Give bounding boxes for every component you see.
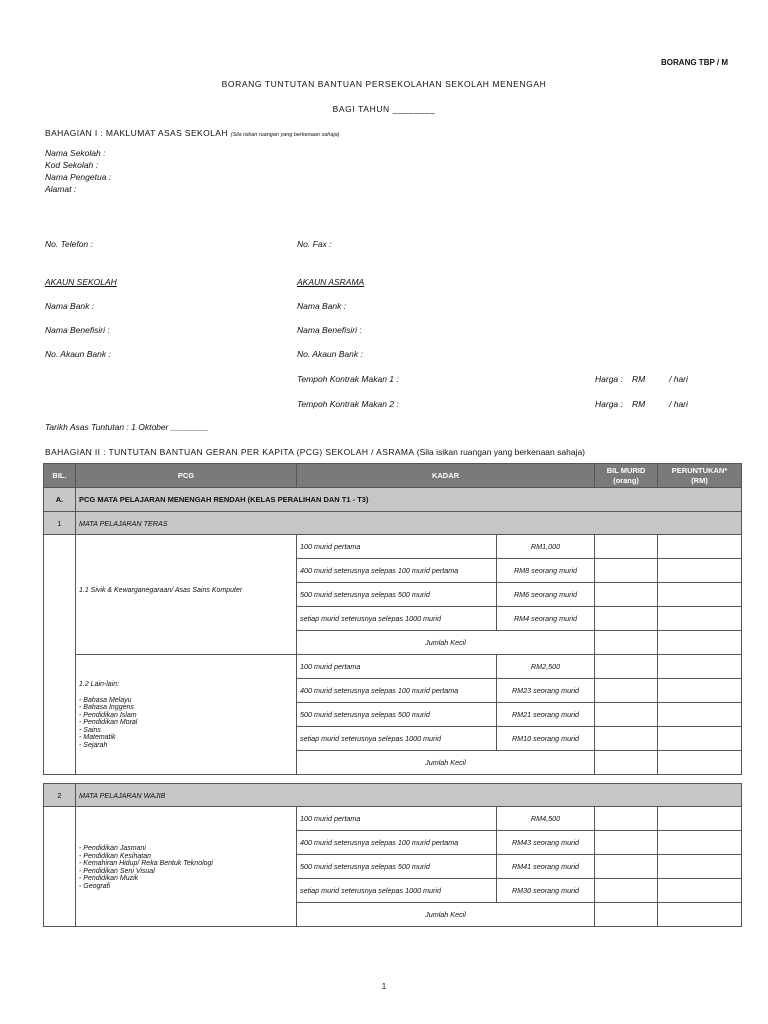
block3-rate-2: RM41 seorang murid [497, 855, 595, 879]
row-spacer [742, 879, 768, 903]
sub1-bil: 1 [44, 512, 76, 535]
block2-jumlah-bil-murid[interactable] [595, 751, 658, 775]
akaun-sekolah-title: AKAUN SEKOLAH [45, 277, 117, 287]
group-a-bil: A. [44, 488, 76, 512]
block2-item-4: - Sains [79, 726, 101, 734]
block3-bil-murid-0[interactable] [595, 807, 658, 831]
row-spacer [742, 631, 768, 655]
block3-peruntukan-2[interactable] [658, 855, 742, 879]
group-a-row [44, 488, 768, 512]
harga-hari-1: / hari [669, 374, 688, 384]
block3-item-1: - Pendidikan Kesihatan [79, 852, 151, 860]
block1-kadar-3: setiap murid seterusnya selepas 1000 murid [297, 607, 497, 631]
row-spacer [742, 703, 768, 727]
table-row [44, 655, 768, 679]
block2-rate-2: RM21 seorang murid [497, 703, 595, 727]
header-peruntukan-1: PERUNTUKAN* [671, 465, 728, 475]
block3-pcg-cell [76, 807, 297, 927]
block3-jumlah-peruntukan[interactable] [658, 903, 742, 927]
block2-bil-murid-2[interactable] [595, 703, 658, 727]
section2-heading [45, 447, 585, 457]
block2-rate-1: RM23 seorang murid [497, 679, 595, 703]
block1-kadar-1: 400 murid seterusnya selepas 100 murid pertama [297, 559, 497, 583]
block1-rate-1: RM8 seorang murid [497, 559, 595, 583]
sub2-spacer [742, 784, 768, 807]
header-kadar: KADAR [297, 464, 595, 488]
bil-empty-cell-2 [44, 807, 76, 927]
section2-note: (Sila isikan ruangan yang berkenaan sahaja) [416, 447, 586, 457]
header-peruntukan [658, 464, 742, 488]
sub1-spacer [742, 512, 768, 535]
harga-hari-2: / hari [669, 399, 688, 409]
asrama-nama-bank[interactable]: Nama Bank : [297, 301, 347, 311]
block1-bil-murid-1[interactable] [595, 559, 658, 583]
block3-item-2: - Kemahiran Hidup/ Reka Bentuk Teknologi [79, 860, 213, 867]
block1-heading: 1.1 Sivik & Kewarganegaraan/ Asas Sains Komputer [79, 587, 243, 594]
block1-peruntukan-0[interactable] [658, 535, 742, 559]
section1-heading [45, 128, 340, 138]
pcg-table [43, 463, 768, 775]
table-row [44, 807, 768, 831]
block3-item-4: - Pendidikan Muzik [79, 875, 139, 882]
block3-bil-murid-2[interactable] [595, 855, 658, 879]
header-bil: BIL. [44, 464, 76, 488]
block2-bil-murid-1[interactable] [595, 679, 658, 703]
block2-jumlah-peruntukan[interactable] [658, 751, 742, 775]
block2-kadar-1: 400 murid seterusnya selepas 100 murid pertama [297, 679, 497, 703]
section1-heading-text: BAHAGIAN I : MAKLUMAT ASAS SEKOLAH [45, 128, 228, 138]
block1-rate-2: RM6 seorang murid [497, 583, 595, 607]
block3-item-5: - Geografi [79, 882, 111, 890]
harga-label-2: Harga : [595, 399, 623, 409]
field-telefon[interactable]: No. Telefon : [45, 239, 93, 249]
block2-kadar-0: 100 murid pertama [297, 655, 497, 679]
row-spacer [742, 559, 768, 583]
form-code: BORANG TBP / M [661, 58, 728, 67]
sub2-bil: 2 [44, 784, 76, 807]
row-spacer [742, 583, 768, 607]
header-bil-murid-1: BIL MURID [606, 465, 646, 475]
asrama-no-akaun[interactable]: No. Akaun Bank : [297, 349, 363, 359]
row-spacer [742, 655, 768, 679]
block2-item-0: - Bahasa Melayu [79, 696, 132, 704]
tarikh-asas-tuntutan[interactable]: Tarikh Asas Tuntutan : 1 Oktober ________ [45, 422, 209, 432]
harga-rm-2: RM [632, 399, 646, 409]
block2-item-6: - Sejarah [79, 741, 108, 749]
block1-jumlah-kecil: Jumlah Kecil [297, 631, 595, 655]
akaun-asrama-title: AKAUN ASRAMA [297, 277, 365, 287]
section2-heading-text: BAHAGIAN II : TUNTUTAN BANTUAN GERAN PER KAPITA (PCG) SEKOLAH / ASRAMA [45, 447, 415, 457]
harga-label-1: Harga : [595, 374, 623, 384]
block2-pcg-cell [76, 655, 297, 775]
block3-kadar-0: 100 murid pertama [297, 807, 497, 831]
block2-rate-3: RM10 seorang murid [497, 727, 595, 751]
block2-heading: 1.2 Lain-lain: [79, 680, 120, 688]
block3-jumlah-bil-murid[interactable] [595, 903, 658, 927]
row-spacer [742, 855, 768, 879]
field-nama-pengetua[interactable]: Nama Pengetua : [45, 172, 112, 182]
block1-jumlah-peruntukan[interactable] [658, 631, 742, 655]
block3-kadar-2: 500 murid seterusnya selepas 500 murid [297, 855, 497, 879]
pcg-table-part2 [43, 783, 768, 927]
sekolah-nama-benefisiri[interactable]: Nama Benefisiri : [45, 325, 110, 335]
block2-item-2: - Pendidikan Islam [79, 711, 137, 719]
group-a-spacer [742, 488, 768, 512]
block1-kadar-0: 100 murid pertama [297, 535, 497, 559]
sub1-row [44, 512, 768, 535]
header-bil-murid [595, 464, 658, 488]
header-pcg: PCG [76, 464, 297, 488]
year-line: BAGI TAHUN ________ [332, 104, 436, 114]
row-spacer [742, 679, 768, 703]
block1-bil-murid-2[interactable] [595, 583, 658, 607]
sub1-label: MATA PELAJARAN TERAS [76, 512, 742, 535]
block2-kadar-2: 500 murid seterusnya selepas 500 murid [297, 703, 497, 727]
group-a-label: PCG MATA PELAJARAN MENENGAH RENDAH (KELAS PERALIHAN DAN T1 - T3) [76, 488, 742, 512]
block3-rate-1: RM43 seorang murid [497, 831, 595, 855]
block1-jumlah-bil-murid[interactable] [595, 631, 658, 655]
field-fax[interactable]: No. Fax : [297, 239, 332, 249]
block1-bil-murid-3[interactable] [595, 607, 658, 631]
kontrak-makan-2[interactable]: Tempoh Kontrak Makan 2 : [297, 399, 399, 409]
block3-kadar-3: setiap murid seterusnya selepas 1000 murid [297, 879, 497, 903]
block3-jumlah-kecil: Jumlah Kecil [297, 903, 595, 927]
table-row [44, 535, 768, 559]
block1-rate-0: RM1,000 [497, 535, 595, 559]
field-alamat[interactable]: Alamat : [45, 184, 77, 194]
section1-note: (Sila isikan ruangan yang berkenaan sahaja) [230, 132, 340, 138]
field-kod-sekolah[interactable]: Kod Sekolah : [45, 160, 98, 170]
bil-empty-cell [44, 535, 76, 775]
block3-item-3: - Pendidikan Seni Visual [79, 867, 155, 875]
block1-pcg-cell [76, 535, 297, 655]
block3-rate-3: RM30 seorang murid [497, 879, 595, 903]
block2-peruntukan-3[interactable] [658, 727, 742, 751]
block1-peruntukan-2[interactable] [658, 583, 742, 607]
block2-bil-murid-3[interactable] [595, 727, 658, 751]
block2-item-3: - Pendidikan Moral [79, 719, 138, 727]
sub2-label: MATA PELAJARAN WAJIB [76, 784, 742, 807]
row-spacer [742, 831, 768, 855]
sub2-row [44, 784, 768, 807]
table-header [44, 464, 768, 488]
row-spacer [742, 727, 768, 751]
block2-bil-murid-0[interactable] [595, 655, 658, 679]
block2-jumlah-kecil: Jumlah Kecil [297, 751, 595, 775]
block2-peruntukan-2[interactable] [658, 703, 742, 727]
asrama-nama-benefisiri[interactable]: Nama Benefisiri : [297, 325, 362, 335]
row-spacer [742, 903, 768, 927]
block1-peruntukan-1[interactable] [658, 559, 742, 583]
block2-item-1: - Bahasa Inggeris [79, 704, 134, 712]
block2-peruntukan-1[interactable] [658, 679, 742, 703]
row-spacer [742, 535, 768, 559]
block1-kadar-2: 500 murid seterusnya selepas 500 murid [297, 583, 497, 607]
row-spacer [742, 751, 768, 775]
header-spacer [742, 464, 768, 488]
block2-peruntukan-0[interactable] [658, 655, 742, 679]
page-number: 1 [381, 982, 387, 991]
field-nama-sekolah[interactable]: Nama Sekolah : [45, 148, 106, 158]
form-title: BORANG TUNTUTAN BANTUAN PERSEKOLAHAN SEKOLAH MENENGAH [221, 79, 547, 89]
block3-peruntukan-3[interactable] [658, 879, 742, 903]
block1-peruntukan-3[interactable] [658, 607, 742, 631]
block2-item-5: - Matematik [79, 734, 116, 742]
block3-bil-murid-3[interactable] [595, 879, 658, 903]
harga-rm-1: RM [632, 374, 646, 384]
block2-kadar-3: setiap murid seterusnya selepas 1000 murid [297, 727, 497, 751]
row-spacer [742, 807, 768, 831]
block1-bil-murid-0[interactable] [595, 535, 658, 559]
sekolah-nama-bank[interactable]: Nama Bank : [45, 301, 95, 311]
block1-rate-3: RM4 seorang murid [497, 607, 595, 631]
block3-rate-0: RM4,500 [497, 807, 595, 831]
block3-peruntukan-1[interactable] [658, 831, 742, 855]
header-bil-murid-2: (orang) [613, 475, 639, 485]
header-peruntukan-2: (RM) [691, 475, 708, 485]
sekolah-no-akaun[interactable]: No. Akaun Bank : [45, 349, 111, 359]
block3-item-0: - Pendidikan Jasmani [79, 845, 146, 852]
row-spacer [742, 607, 768, 631]
block3-peruntukan-0[interactable] [658, 807, 742, 831]
kontrak-makan-1[interactable]: Tempoh Kontrak Makan 1 : [297, 374, 399, 384]
block3-kadar-1: 400 murid seterusnya selepas 100 murid pertama [297, 831, 497, 855]
block3-bil-murid-1[interactable] [595, 831, 658, 855]
block2-rate-0: RM2,500 [497, 655, 595, 679]
